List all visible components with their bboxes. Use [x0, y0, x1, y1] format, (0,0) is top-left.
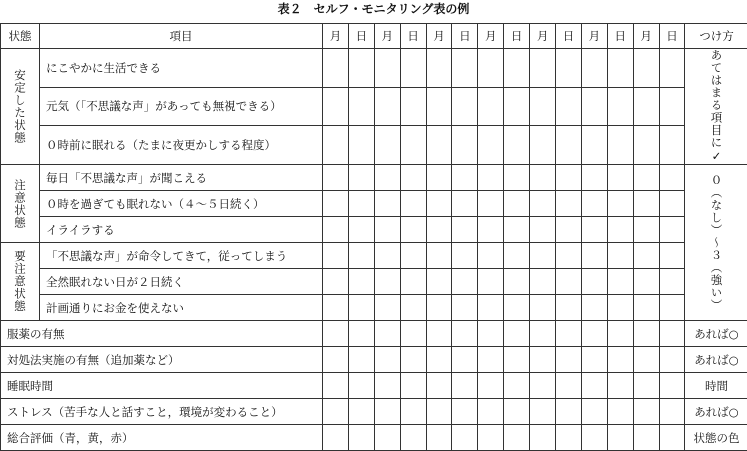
entry-cell[interactable] — [659, 269, 685, 295]
table-row — [1, 269, 747, 295]
entry-cell[interactable] — [530, 165, 556, 191]
entry-cell[interactable] — [607, 49, 633, 88]
entry-cell[interactable] — [348, 269, 374, 295]
entry-cell[interactable] — [607, 126, 633, 165]
item-cell: 睡眠時間 — [1, 373, 323, 399]
entry-cell[interactable] — [633, 191, 659, 217]
entry-cell[interactable] — [452, 191, 478, 217]
header-day: 日 — [504, 24, 530, 49]
entry-cell[interactable] — [348, 191, 374, 217]
entry-cell[interactable] — [633, 243, 659, 269]
entry-cell[interactable] — [581, 165, 607, 191]
item-cell: 総合評価（青，黄，赤） — [1, 425, 323, 451]
entry-cell[interactable] — [426, 295, 452, 321]
entry-cell[interactable] — [426, 217, 452, 243]
header-state: 状態 — [1, 24, 40, 49]
entry-cell[interactable] — [581, 49, 607, 88]
entry-cell[interactable] — [581, 269, 607, 295]
entry-cell[interactable] — [374, 425, 400, 451]
entry-cell[interactable] — [452, 347, 478, 373]
table-row — [1, 191, 747, 217]
entry-cell[interactable] — [659, 295, 685, 321]
entry-cell[interactable] — [530, 87, 556, 126]
entry-cell[interactable] — [374, 49, 400, 88]
table-row — [1, 373, 747, 399]
entry-cell[interactable] — [400, 243, 426, 269]
entry-cell[interactable] — [478, 373, 504, 399]
entry-cell[interactable] — [556, 425, 582, 451]
entry-cell[interactable] — [659, 399, 685, 425]
entry-cell[interactable] — [323, 399, 349, 425]
entry-cell[interactable] — [556, 126, 582, 165]
entry-cell[interactable] — [633, 126, 659, 165]
entry-cell[interactable] — [633, 269, 659, 295]
entry-cell[interactable] — [323, 191, 349, 217]
entry-cell[interactable] — [607, 165, 633, 191]
header-month: 月 — [633, 24, 659, 49]
entry-cell[interactable] — [426, 243, 452, 269]
entry-cell[interactable] — [374, 373, 400, 399]
entry-cell[interactable] — [659, 321, 685, 347]
entry-cell[interactable] — [400, 373, 426, 399]
entry-cell[interactable] — [530, 126, 556, 165]
method-cell: あれば○ — [685, 321, 747, 347]
entry-cell[interactable] — [478, 321, 504, 347]
entry-cell[interactable] — [478, 217, 504, 243]
method-label: あてはまる項目に✓ — [710, 49, 722, 164]
entry-cell[interactable] — [530, 243, 556, 269]
entry-cell[interactable] — [323, 165, 349, 191]
entry-cell[interactable] — [400, 126, 426, 165]
entry-cell[interactable] — [323, 425, 349, 451]
entry-cell[interactable] — [581, 373, 607, 399]
entry-cell[interactable] — [504, 165, 530, 191]
entry-cell[interactable] — [633, 425, 659, 451]
table-row — [1, 347, 747, 373]
entry-cell[interactable] — [323, 269, 349, 295]
entry-cell[interactable] — [659, 191, 685, 217]
item-cell: ストレス（苦手な人と話すこと，環境が変わること） — [1, 399, 323, 425]
entry-cell[interactable] — [581, 243, 607, 269]
entry-cell[interactable] — [556, 191, 582, 217]
entry-cell[interactable] — [504, 87, 530, 126]
entry-cell[interactable] — [581, 425, 607, 451]
entry-cell[interactable] — [633, 399, 659, 425]
item-cell: にこやかに生活できる — [40, 49, 323, 88]
entry-cell[interactable] — [556, 165, 582, 191]
entry-cell[interactable] — [400, 399, 426, 425]
entry-cell[interactable] — [374, 165, 400, 191]
entry-cell[interactable] — [504, 217, 530, 243]
header-day: 日 — [607, 24, 633, 49]
state-label: 注意状態 — [14, 179, 26, 229]
item-cell: ０時前に眠れる（たまに夜更かしする程度） — [40, 126, 323, 165]
entry-cell[interactable] — [581, 347, 607, 373]
header-row — [1, 24, 747, 49]
table-row — [1, 425, 747, 451]
entry-cell[interactable] — [374, 191, 400, 217]
entry-cell[interactable] — [400, 217, 426, 243]
entry-cell[interactable] — [400, 49, 426, 88]
entry-cell[interactable] — [607, 217, 633, 243]
entry-cell[interactable] — [556, 347, 582, 373]
entry-cell[interactable] — [530, 191, 556, 217]
entry-cell[interactable] — [633, 217, 659, 243]
entry-cell[interactable] — [633, 347, 659, 373]
entry-cell[interactable] — [607, 269, 633, 295]
entry-cell[interactable] — [348, 347, 374, 373]
entry-cell[interactable] — [426, 373, 452, 399]
entry-cell[interactable] — [452, 399, 478, 425]
entry-cell[interactable] — [400, 269, 426, 295]
state-cell — [1, 165, 40, 243]
entry-cell[interactable] — [633, 295, 659, 321]
entry-cell[interactable] — [607, 425, 633, 451]
entry-cell[interactable] — [323, 373, 349, 399]
entry-cell[interactable] — [426, 87, 452, 126]
entry-cell[interactable] — [530, 49, 556, 88]
entry-cell[interactable] — [374, 87, 400, 126]
entry-cell[interactable] — [452, 425, 478, 451]
entry-cell[interactable] — [607, 373, 633, 399]
entry-cell[interactable] — [504, 321, 530, 347]
entry-cell[interactable] — [323, 243, 349, 269]
entry-cell[interactable] — [452, 243, 478, 269]
header-day: 日 — [452, 24, 478, 49]
header-item: 項目 — [40, 24, 323, 49]
entry-cell[interactable] — [504, 295, 530, 321]
entry-cell[interactable] — [452, 49, 478, 88]
entry-cell[interactable] — [530, 295, 556, 321]
table-row — [1, 321, 747, 347]
entry-cell[interactable] — [374, 269, 400, 295]
entry-cell[interactable] — [633, 165, 659, 191]
entry-cell[interactable] — [581, 295, 607, 321]
entry-cell[interactable] — [478, 269, 504, 295]
entry-cell[interactable] — [504, 269, 530, 295]
entry-cell[interactable] — [323, 87, 349, 126]
entry-cell[interactable] — [374, 243, 400, 269]
method-cell: 状態の色 — [685, 425, 747, 451]
entry-cell[interactable] — [478, 425, 504, 451]
table-row — [1, 87, 747, 126]
entry-cell[interactable] — [659, 373, 685, 399]
header-month: 月 — [426, 24, 452, 49]
header-day: 日 — [659, 24, 685, 49]
entry-cell[interactable] — [426, 191, 452, 217]
entry-cell[interactable] — [374, 295, 400, 321]
header-month: 月 — [323, 24, 349, 49]
entry-cell[interactable] — [633, 321, 659, 347]
entry-cell[interactable] — [659, 243, 685, 269]
header-day: 日 — [556, 24, 582, 49]
entry-cell[interactable] — [348, 373, 374, 399]
entry-cell[interactable] — [400, 191, 426, 217]
entry-cell[interactable] — [374, 126, 400, 165]
entry-cell[interactable] — [323, 126, 349, 165]
entry-cell[interactable] — [581, 191, 607, 217]
entry-cell[interactable] — [556, 217, 582, 243]
table-row — [1, 49, 747, 88]
state-label: 安定した状態 — [14, 69, 26, 144]
entry-cell[interactable] — [504, 49, 530, 88]
table-row — [1, 217, 747, 243]
entry-cell[interactable] — [556, 399, 582, 425]
entry-cell[interactable] — [426, 49, 452, 88]
entry-cell[interactable] — [452, 126, 478, 165]
entry-cell[interactable] — [374, 217, 400, 243]
entry-cell[interactable] — [426, 126, 452, 165]
item-cell: ０時を過ぎても眠れない（４〜５日続く） — [40, 191, 323, 217]
entry-cell[interactable] — [478, 165, 504, 191]
entry-cell[interactable] — [323, 295, 349, 321]
header-day: 日 — [348, 24, 374, 49]
entry-cell[interactable] — [607, 399, 633, 425]
entry-cell[interactable] — [556, 49, 582, 88]
entry-cell[interactable] — [478, 191, 504, 217]
entry-cell[interactable] — [478, 295, 504, 321]
entry-cell[interactable] — [581, 321, 607, 347]
item-cell: 全然眠れない日が２日続く — [40, 269, 323, 295]
entry-cell[interactable] — [452, 321, 478, 347]
entry-cell[interactable] — [426, 425, 452, 451]
item-cell: イライラする — [40, 217, 323, 243]
entry-cell[interactable] — [348, 321, 374, 347]
item-cell: 元気（「不思議な声」があっても無視できる） — [40, 87, 323, 126]
table-row — [1, 243, 747, 269]
entry-cell[interactable] — [633, 373, 659, 399]
entry-cell[interactable] — [426, 165, 452, 191]
entry-cell[interactable] — [478, 49, 504, 88]
entry-cell[interactable] — [581, 217, 607, 243]
entry-cell[interactable] — [659, 217, 685, 243]
entry-cell[interactable] — [504, 126, 530, 165]
entry-cell[interactable] — [581, 399, 607, 425]
self-monitoring-table — [0, 23, 747, 451]
entry-cell[interactable] — [581, 126, 607, 165]
header-month: 月 — [478, 24, 504, 49]
item-cell: 「不思議な声」が命令してきて，従ってしまう — [40, 243, 323, 269]
entry-cell[interactable] — [607, 243, 633, 269]
entry-cell[interactable] — [556, 87, 582, 126]
entry-cell[interactable] — [633, 87, 659, 126]
header-day: 日 — [400, 24, 426, 49]
entry-cell[interactable] — [607, 87, 633, 126]
entry-cell[interactable] — [530, 399, 556, 425]
entry-cell[interactable] — [556, 243, 582, 269]
entry-cell[interactable] — [504, 191, 530, 217]
state-cell — [1, 243, 40, 321]
entry-cell[interactable] — [633, 49, 659, 88]
entry-cell[interactable] — [452, 295, 478, 321]
entry-cell[interactable] — [556, 373, 582, 399]
header-method: つけ方 — [685, 24, 747, 49]
entry-cell[interactable] — [530, 217, 556, 243]
entry-cell[interactable] — [374, 321, 400, 347]
state-cell — [1, 49, 40, 165]
entry-cell[interactable] — [323, 347, 349, 373]
entry-cell[interactable] — [556, 321, 582, 347]
table-row — [1, 399, 747, 425]
entry-cell[interactable] — [452, 165, 478, 191]
entry-cell[interactable] — [452, 87, 478, 126]
entry-cell[interactable] — [348, 217, 374, 243]
entry-cell[interactable] — [659, 126, 685, 165]
entry-cell[interactable] — [607, 295, 633, 321]
entry-cell[interactable] — [659, 425, 685, 451]
header-month: 月 — [530, 24, 556, 49]
entry-cell[interactable] — [556, 295, 582, 321]
header-month: 月 — [581, 24, 607, 49]
entry-cell[interactable] — [323, 217, 349, 243]
entry-cell[interactable] — [478, 126, 504, 165]
entry-cell[interactable] — [530, 425, 556, 451]
item-cell: 毎日「不思議な声」が聞こえる — [40, 165, 323, 191]
entry-cell[interactable] — [348, 243, 374, 269]
entry-cell[interactable] — [400, 87, 426, 126]
method-cell: 時間 — [685, 373, 747, 399]
entry-cell[interactable] — [374, 347, 400, 373]
entry-cell[interactable] — [348, 399, 374, 425]
entry-cell[interactable] — [426, 399, 452, 425]
entry-cell[interactable] — [400, 425, 426, 451]
entry-cell[interactable] — [659, 87, 685, 126]
entry-cell[interactable] — [478, 243, 504, 269]
table-title: 表２ セルフ・モニタリング表の例 — [0, 0, 747, 20]
entry-cell[interactable] — [530, 347, 556, 373]
entry-cell[interactable] — [530, 373, 556, 399]
method-cell: あれば○ — [685, 399, 747, 425]
entry-cell[interactable] — [348, 49, 374, 88]
entry-cell[interactable] — [348, 425, 374, 451]
entry-cell[interactable] — [348, 87, 374, 126]
entry-cell[interactable] — [607, 347, 633, 373]
method-cell: あれば○ — [685, 347, 747, 373]
table-row — [1, 295, 747, 321]
entry-cell[interactable] — [400, 347, 426, 373]
entry-cell[interactable] — [348, 165, 374, 191]
entry-cell[interactable] — [452, 269, 478, 295]
entry-cell[interactable] — [452, 217, 478, 243]
entry-cell[interactable] — [478, 87, 504, 126]
entry-cell[interactable] — [556, 269, 582, 295]
entry-cell[interactable] — [530, 269, 556, 295]
entry-cell[interactable] — [504, 425, 530, 451]
entry-cell[interactable] — [581, 87, 607, 126]
entry-cell[interactable] — [400, 165, 426, 191]
state-label: 要注意状態 — [14, 250, 26, 313]
entry-cell[interactable] — [659, 165, 685, 191]
item-cell: 計画通りにお金を使えない — [40, 295, 323, 321]
entry-cell[interactable] — [659, 347, 685, 373]
entry-cell[interactable] — [659, 49, 685, 88]
entry-cell[interactable] — [478, 399, 504, 425]
entry-cell[interactable] — [323, 321, 349, 347]
scale-method-label: ０（なし）〜３（強い） — [710, 174, 722, 312]
table-row — [1, 165, 747, 191]
header-month: 月 — [374, 24, 400, 49]
entry-cell[interactable] — [607, 191, 633, 217]
entry-cell[interactable] — [323, 49, 349, 88]
entry-cell[interactable] — [504, 243, 530, 269]
entry-cell[interactable] — [400, 321, 426, 347]
entry-cell[interactable] — [452, 373, 478, 399]
entry-cell[interactable] — [426, 321, 452, 347]
item-cell: 服薬の有無 — [1, 321, 323, 347]
entry-cell[interactable] — [504, 373, 530, 399]
table-row — [1, 126, 747, 165]
entry-cell[interactable] — [348, 295, 374, 321]
item-cell: 対処法実施の有無（追加薬など） — [1, 347, 323, 373]
entry-cell[interactable] — [426, 347, 452, 373]
entry-cell[interactable] — [504, 347, 530, 373]
entry-cell[interactable] — [504, 399, 530, 425]
method-cell — [685, 49, 747, 165]
entry-cell[interactable] — [426, 269, 452, 295]
entry-cell[interactable] — [530, 321, 556, 347]
entry-cell[interactable] — [478, 347, 504, 373]
method-cell — [685, 165, 747, 321]
entry-cell[interactable] — [400, 295, 426, 321]
entry-cell[interactable] — [348, 126, 374, 165]
entry-cell[interactable] — [607, 321, 633, 347]
entry-cell[interactable] — [374, 399, 400, 425]
